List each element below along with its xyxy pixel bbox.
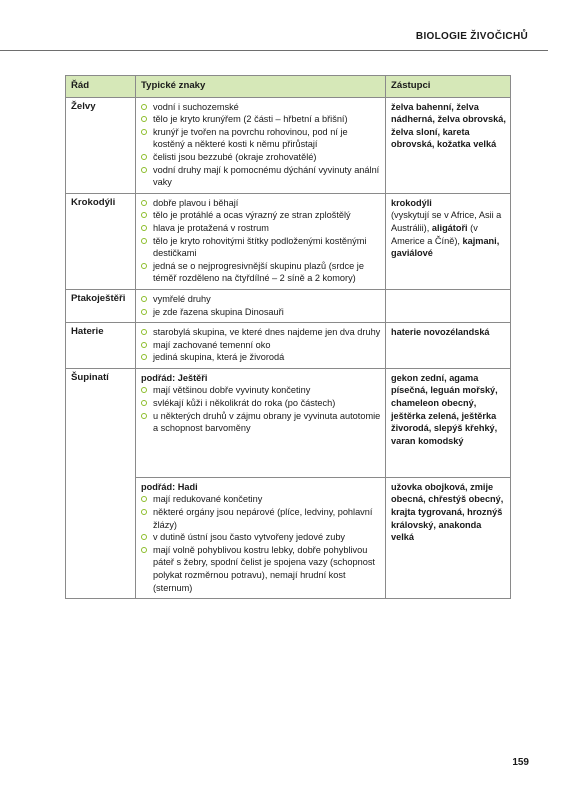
feature-item: vymřelé druhy bbox=[141, 293, 381, 306]
table-row bbox=[66, 97, 511, 193]
feature-item: některé orgány jsou nepárové (plíce, ledviny, pohlavní žlázy) bbox=[141, 506, 381, 531]
suborder-title: podřád: Hadi bbox=[141, 481, 198, 492]
feature-item: dobře plavou i běhají bbox=[141, 197, 381, 210]
order-cell: Haterie bbox=[66, 323, 136, 369]
circle-bullet-icon bbox=[141, 104, 147, 110]
feature-item: vodní druhy mají k pomocnému dýchání vyvinuty anální vaky bbox=[141, 164, 381, 189]
column-header-features: Typické znaky bbox=[136, 76, 386, 98]
feature-item: jediná skupina, která je živorodá bbox=[141, 351, 381, 364]
feature-item: mají zachované temenní oko bbox=[141, 339, 381, 352]
order-cell: Krokodýli bbox=[66, 193, 136, 289]
features-cell bbox=[136, 193, 386, 289]
circle-bullet-icon bbox=[141, 387, 147, 393]
feature-item: krunýř je tvořen na povrchu rohovinou, pod ní je kostěný a některé kosti k němu přirůstají bbox=[141, 126, 381, 151]
circle-bullet-icon bbox=[141, 400, 147, 406]
feature-item: tělo je protáhlé a ocas výrazný ze stran zploštělý bbox=[141, 209, 381, 222]
circle-bullet-icon bbox=[141, 329, 147, 335]
feature-item: mají většinou dobře vyvinuty končetiny bbox=[141, 384, 381, 397]
feature-item: čelisti jsou bezzubé (okraje zrohovatělé) bbox=[141, 151, 381, 164]
table-row bbox=[66, 193, 511, 289]
circle-bullet-icon bbox=[141, 547, 147, 553]
feature-item: starobylá skupina, ve které dnes najdeme jen dva druhy bbox=[141, 326, 381, 339]
circle-bullet-icon bbox=[141, 212, 147, 218]
feature-item: mají volně pohyblivou kostru lebky, dobře pohyblivou páteř s žebry, spodní čelist je spojena vazy (schopnost polykat rozměrnou potravu), nemají hrudní kost (sternum) bbox=[141, 544, 381, 594]
circle-bullet-icon bbox=[141, 509, 147, 515]
feature-item: mají redukované končetiny bbox=[141, 493, 381, 506]
table-header-row bbox=[66, 76, 511, 98]
circle-bullet-icon bbox=[141, 116, 147, 122]
column-header-representatives: Zástupci bbox=[386, 76, 511, 98]
features-cell bbox=[136, 368, 386, 477]
table-row bbox=[66, 368, 511, 477]
representatives-cell: želva bahenní, želva nádherná, želva obrovská, želva sloní, kareta obrovská, kožatka velká bbox=[386, 97, 511, 193]
order-cell: Ptakoještěři bbox=[66, 289, 136, 322]
circle-bullet-icon bbox=[141, 296, 147, 302]
features-cell bbox=[136, 323, 386, 369]
header-rule bbox=[0, 50, 548, 51]
circle-bullet-icon bbox=[141, 342, 147, 348]
order-cell: Želvy bbox=[66, 97, 136, 193]
reptile-orders-table bbox=[65, 75, 511, 599]
circle-bullet-icon bbox=[141, 263, 147, 269]
circle-bullet-icon bbox=[141, 238, 147, 244]
feature-item: u některých druhů v zájmu obrany je vyvinuta autotomie a schopnost barvoměny bbox=[141, 410, 381, 435]
representatives-cell bbox=[386, 289, 511, 322]
circle-bullet-icon bbox=[141, 225, 147, 231]
circle-bullet-icon bbox=[141, 167, 147, 173]
circle-bullet-icon bbox=[141, 413, 147, 419]
feature-item: tělo je kryto krunýřem (2 části – hřbetní a břišní) bbox=[141, 113, 381, 126]
representatives-cell: haterie novozélandská bbox=[386, 323, 511, 369]
feature-item: hlava je protažená v rostrum bbox=[141, 222, 381, 235]
page-number: 159 bbox=[512, 757, 529, 768]
feature-item: tělo je kryto rohovitými štítky podloženými kostěnými destičkami bbox=[141, 235, 381, 260]
features-cell bbox=[136, 477, 386, 598]
circle-bullet-icon bbox=[141, 154, 147, 160]
feature-item: v dutině ústní jsou často vytvořeny jedové zuby bbox=[141, 531, 381, 544]
table-row bbox=[66, 289, 511, 322]
feature-item: jedná se o nejprogresivnější skupinu plazů (srdce je téměř rozděleno na čtyřdílné – 2 síně a 2 komory) bbox=[141, 260, 381, 285]
circle-bullet-icon bbox=[141, 200, 147, 206]
suborder-title: podřád: Ještěři bbox=[141, 372, 208, 383]
table-row bbox=[66, 323, 511, 369]
column-header-order: Řád bbox=[66, 76, 136, 98]
feature-item: vodní i suchozemské bbox=[141, 101, 381, 114]
representatives-cell: gekon zední, agama písečná, leguán mořský, chameleon obecný, ještěrka zelená, ještěrka živorodá, slepýš křehký, varan komodský bbox=[386, 368, 511, 477]
representatives-cell: užovka obojková, zmije obecná, chřestýš obecný, krajta tygrovaná, hroznýš královský, anakonda velká bbox=[386, 477, 511, 598]
feature-item: svlékají kůži i několikrát do roka (po částech) bbox=[141, 397, 381, 410]
circle-bullet-icon bbox=[141, 354, 147, 360]
running-header-title: BIOLOGIE ŽIVOČICHŮ bbox=[415, 31, 528, 42]
circle-bullet-icon bbox=[141, 129, 147, 135]
features-cell bbox=[136, 289, 386, 322]
circle-bullet-icon bbox=[141, 496, 147, 502]
feature-item: je zde řazena skupina Dinosauři bbox=[141, 306, 381, 319]
features-cell bbox=[136, 97, 386, 193]
circle-bullet-icon bbox=[141, 534, 147, 540]
representatives-cell: krokodýli (vyskytují se v Africe, Asii a Austrálii), aligátoři (v Americe a Číně), kajmani, gaviálové bbox=[386, 193, 511, 289]
order-cell: Šupinatí bbox=[66, 368, 136, 598]
circle-bullet-icon bbox=[141, 309, 147, 315]
